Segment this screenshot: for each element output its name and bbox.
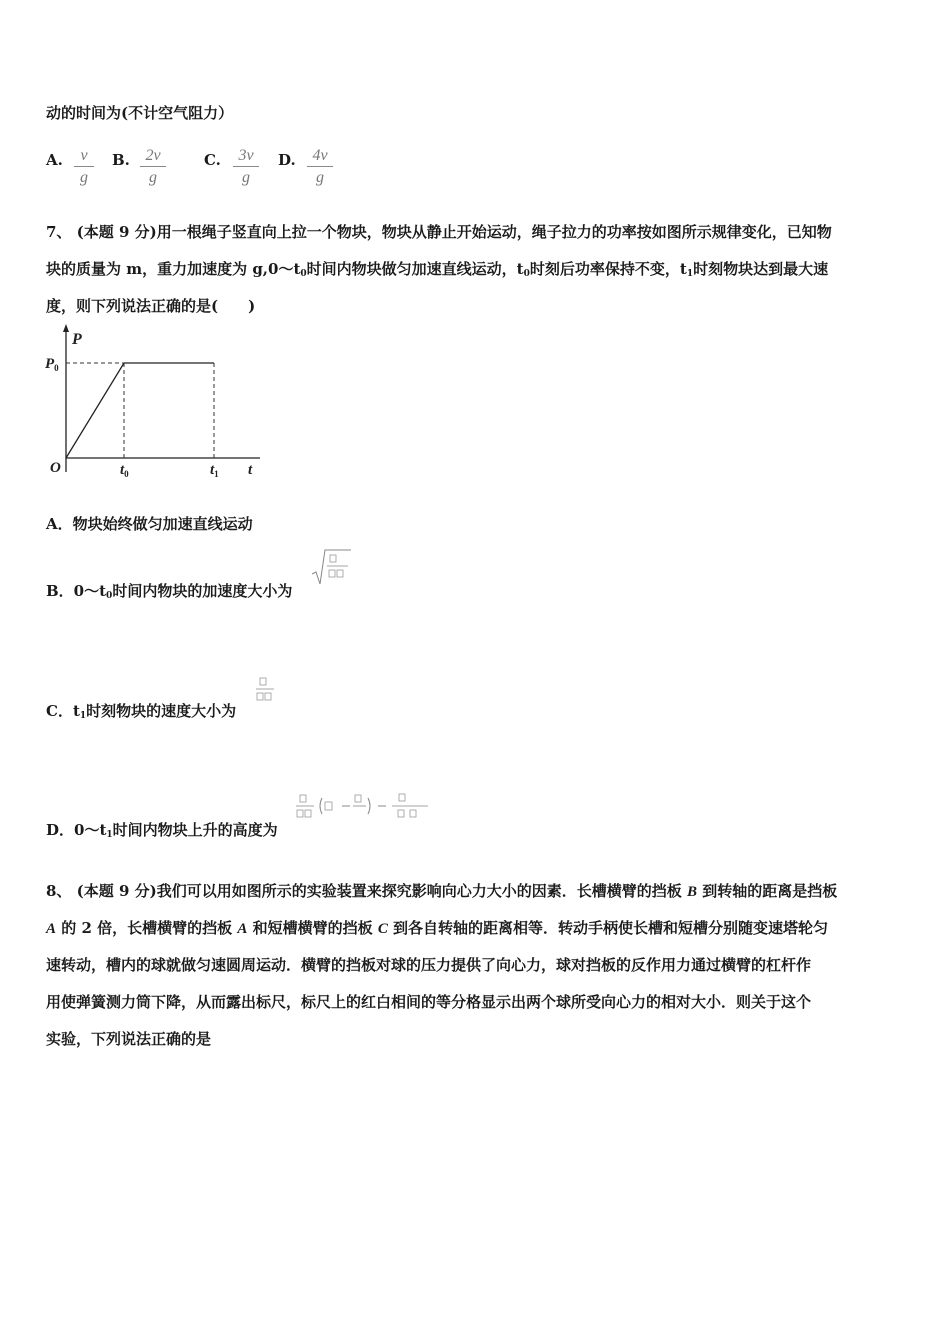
p0-label: $P_0$ <box>45 356 59 373</box>
q7-text: 块的质量为 m，重力加速度为 g,0～t <box>46 260 301 278</box>
q8-line-2 <box>46 917 828 938</box>
fraction-denominator: g <box>149 169 157 186</box>
question-number: 7、 <box>46 223 72 241</box>
q8-italic-letter: B <box>686 884 697 900</box>
question-number: 8、 <box>46 882 72 900</box>
prev-question-tail: 动的时间为(不计空气阻力） <box>46 104 234 122</box>
y-axis-label: P <box>72 331 82 348</box>
subscript: 0 <box>300 269 307 279</box>
q8-text: 到转轴的距离是挡板 <box>697 882 838 900</box>
q7-text: 时刻后功率保持不变，t <box>529 260 687 278</box>
origin-label: O <box>50 460 61 476</box>
x-axis-label: t <box>248 462 253 478</box>
q7-text: 用一根绳子竖直向上拉一个物块，物块从静止开始运动，绳子拉力的功率按如图所示规律变化，已知物 <box>156 223 832 241</box>
q8-italic-letter: A <box>237 921 248 937</box>
q7-option-b <box>46 580 292 601</box>
option-b-formula-image <box>310 548 352 588</box>
option-text: 时间内物块的加速度大小为 <box>112 582 293 600</box>
subscript: 1 <box>686 269 694 279</box>
q8-italic-letter: A <box>46 921 57 937</box>
q8-line-3: 速转动，槽内的球就做匀速圆周运动．横臂的挡板对球的压力提供了向心力，球对挡板的反作用力通过横臂的杠杆作 <box>46 956 812 974</box>
option-fraction <box>140 146 166 189</box>
q7-option-c <box>46 700 236 721</box>
fraction-denominator: g <box>316 169 324 186</box>
option-text: C．t <box>46 702 80 720</box>
t1-label: $t_1$ <box>210 462 219 479</box>
question-score: (本题 9 分) <box>76 882 157 900</box>
fraction-numerator: v <box>74 146 94 167</box>
question-score: (本题 9 分) <box>76 223 157 241</box>
fraction-denominator: g <box>80 169 88 186</box>
q7-text: 时刻物块达到最大速 <box>693 260 829 278</box>
q7-line-3: 度，则下列说法正确的是( ) <box>46 297 256 315</box>
q7-option-d <box>46 819 278 840</box>
subscript: 1 <box>79 711 87 721</box>
q8-text: 到各自转轴的距离相等．转动手柄使长槽和短槽分别随变速塔轮匀 <box>387 919 829 937</box>
option-d-formula-image <box>294 790 444 826</box>
fraction-numerator: 3v <box>233 146 259 167</box>
t0-label: $t_0$ <box>120 462 129 479</box>
option-fraction <box>233 146 259 189</box>
q8-line-1 <box>46 880 837 901</box>
subscript: 0 <box>523 269 530 279</box>
q8-text: 的 2 倍，长槽横臂的挡板 <box>56 919 238 937</box>
option-text: 时刻物块的速度大小为 <box>86 702 237 720</box>
q8-line-5: 实验，下列说法正确的是 <box>46 1030 212 1048</box>
option-label: A. <box>46 151 63 169</box>
option-label: B. <box>112 151 130 169</box>
option-text: 时间内物块上升的高度为 <box>112 821 278 839</box>
option-c-formula-image <box>252 675 278 703</box>
q8-text: 和短槽横臂的挡板 <box>247 919 378 937</box>
q7-line-1 <box>46 221 832 242</box>
q7-text: 时间内物块做匀加速直线运动，t <box>306 260 524 278</box>
power-time-graph <box>40 322 270 482</box>
q8-text: 我们可以用如图所示的实验装置来探究影响向心力大小的因素．长槽横臂的挡板 <box>156 882 687 900</box>
option-label: C. <box>204 151 221 169</box>
option-label: D. <box>278 151 296 169</box>
ramp-segment <box>66 363 124 458</box>
fraction-denominator: g <box>242 169 250 186</box>
subscript: 1 <box>106 830 113 840</box>
q7-line-2 <box>46 258 828 279</box>
fraction-numerator: 2v <box>140 146 166 167</box>
q7-option-a: A．物块始终做匀加速直线运动 <box>46 515 253 533</box>
y-axis-arrow-icon <box>63 324 69 332</box>
option-text: D．0～t <box>46 821 107 839</box>
q8-italic-letter: C <box>377 921 388 937</box>
fraction-numerator: 4v <box>307 146 333 167</box>
subscript: 0 <box>106 591 113 601</box>
option-fraction <box>74 146 94 189</box>
q8-line-4: 用使弹簧测力筒下降，从而露出标尺，标尺上的红白相间的等分格显示出两个球所受向心力的相对大小．则关于这个 <box>46 993 812 1011</box>
option-text: B．0～t <box>46 582 107 600</box>
option-fraction <box>307 146 333 189</box>
